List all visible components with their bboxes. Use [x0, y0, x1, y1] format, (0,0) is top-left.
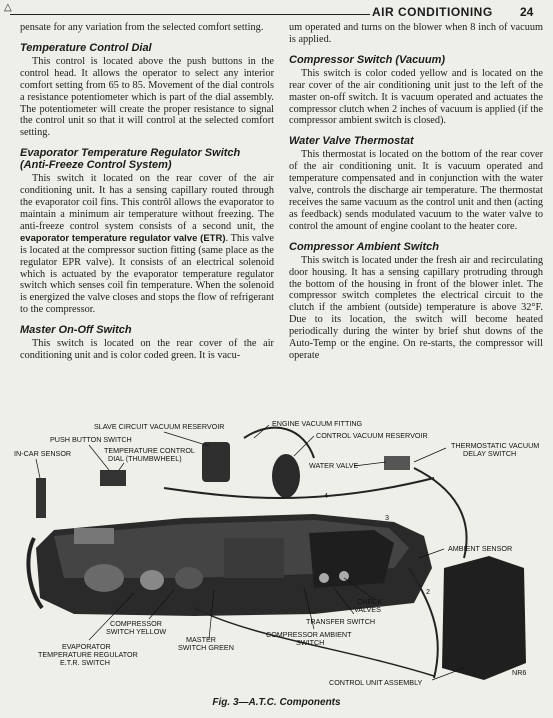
label-comp-ambient-line1: COMPRESSOR AMBIENT	[266, 630, 352, 639]
body-master-switch: This switch is located on the rear cover of the air conditioning unit and is color coded green. It is vacu-	[20, 338, 274, 362]
label-etr-line2: TEMPERATURE REGULATOR	[38, 650, 138, 659]
body-water-valve-thermostat: This thermostat is located on the bottom of the rear cover of the air conditioning unit. It is vacuum operated and temperature compensated and in conjunction with the water valve, controls the discharge air temperature. The thermostat receives the same vacuum as the control unit and then (acting as feedback) sends modulated vacuum to the water valve to control the amount of engine coolant to the heater core.	[289, 149, 543, 232]
label-control-unit: CONTROL UNIT ASSEMBLY	[329, 678, 423, 687]
left-column	[20, 22, 274, 362]
label-figure-code: NR6	[512, 668, 527, 677]
heading-etr-title: Evaporator Temperature Regulator Switch	[20, 147, 241, 160]
label-temp-dial-line1: TEMPERATURE CONTROL	[104, 446, 195, 455]
label-check-valves-line1: CHECK	[357, 597, 383, 606]
label-thermo-delay-line2: DELAY SWITCH	[463, 449, 517, 458]
right-intro: um operated and turns on the blower when 8 inch of vacuum is applied.	[289, 22, 543, 45]
label-ambient-sensor: AMBIENT SENSOR	[448, 544, 513, 553]
label-transfer-switch: TRANSFER SWITCH	[306, 617, 376, 626]
push-button-switch-part	[100, 470, 126, 486]
label-slave-reservoir: SLAVE CIRCUIT VACUUM RESERVOIR	[94, 422, 225, 431]
body-compressor-ambient-switch: This switch is located under the fresh air and recirculating door housing. It has a sensing capillary protruding through the bottom of the housing in front of the blower inlet. The compressor switch completes the electrical circuit to the clutch if the ambient (outside) temperature is above 32°F. Due to its location, the switch will become heated periodically during the winter by brief shut downs of the Auto-Temp or the engine. On re-starts, the compressor will operate	[289, 254, 543, 361]
water-valve-part	[384, 456, 410, 470]
label-push-button-switch: PUSH BUTTON SWITCH	[50, 435, 132, 444]
label-callout-2: 2	[426, 587, 430, 596]
label-master-line1: MASTER	[186, 635, 216, 644]
page-number: 24	[520, 5, 534, 19]
label-in-car-sensor: IN-CAR SENSOR	[14, 449, 72, 458]
label-comp-switch-line1: COMPRESSOR	[110, 619, 162, 628]
heading-water-valve-thermostat: Water Valve Thermostat	[289, 135, 414, 148]
label-control-reservoir: CONTROL VACUUM RESERVOIR	[316, 431, 428, 440]
label-thermo-delay-line1: THERMOSTATIC VACUUM	[451, 441, 540, 450]
control-unit-part	[442, 556, 526, 680]
control-reservoir-part	[272, 454, 300, 498]
body-etr-part-b: . This valve is located at the compressor suction fitting (same place as the regulator EPR valve). It consists of an electrical solenoid which is actuated by the evaporator temperature regulator switch which senses coil fin temperature. When the solenoid is energized the valve closes and stops the flow of refrigerant to the compressor.	[20, 232, 274, 316]
figure-caption: Fig. 3—A.T.C. Components	[212, 697, 341, 708]
in-car-sensor-part	[36, 478, 46, 518]
label-water-valve: WATER VALVE	[309, 461, 359, 470]
section-title: AIR CONDITIONING	[372, 5, 493, 19]
body-etr-part-a: This switch it located on the rear cover of the air conditioning unit. It has a sensing capillary routed through the evaporator coil fins. This contrôl allows the evaporator to maintain a minimum air temperature without freezing. The anti-freeze control system consists of a second unit, the	[20, 173, 274, 232]
label-master-line2: SWITCH GREEN	[178, 643, 234, 652]
label-temp-dial-line2: DIAL (THUMBWHEEL)	[108, 454, 182, 463]
label-etr-line1: EVAPORATOR	[62, 642, 111, 651]
label-etr-line3: E.T.R. SWITCH	[60, 658, 110, 667]
slave-reservoir-part	[202, 442, 230, 482]
heading-compressor-switch: Compressor Switch (Vacuum)	[289, 53, 446, 66]
label-engine-vacuum-fitting: ENGINE VACUUM FITTING	[272, 419, 363, 428]
label-check-valves-line2: VALVES	[354, 605, 381, 614]
heading-master-switch: Master On-Off Switch	[20, 324, 132, 337]
corner-arrow-icon: △	[4, 2, 12, 13]
heading-compressor-ambient-switch: Compressor Ambient Switch	[289, 240, 439, 253]
label-callout-4: 4	[324, 491, 328, 500]
atc-components-figure	[14, 418, 544, 693]
heading-temperature-control-dial: Temperature Control Dial	[20, 41, 152, 54]
body-compressor-switch: This switch is color coded yellow and is located on the rear cover of the air conditioning unit just to the left of the master on-off switch. It is vacuum operated and actuates the compressor clutch when 2 inches of vacuum is applied (if the compressor ambient switch is closed).	[289, 67, 543, 127]
body-etr-bold: evaporator temperature regulator valve (ETR)	[20, 232, 226, 244]
label-callout-3: 3	[385, 513, 389, 522]
body-temperature-control-dial: This control is located above the push buttons in the control head. It allows the operator to select any interior comfort setting from 65 to 85. Movement of the dial controls a resistance potentiometer which is part of the dial assembly. The potentiometer will create the proper resistance to signal the control unit so that it will control at the selected comfort setting.	[20, 55, 274, 139]
heading-etr-subtitle: (Anti-Freeze Control System)	[20, 159, 172, 172]
right-column	[289, 22, 543, 362]
heading-etr-switch	[20, 147, 274, 171]
label-comp-switch-line2: SWITCH YELLOW	[106, 627, 167, 636]
header-rule	[10, 14, 370, 15]
body-etr-switch	[20, 173, 274, 316]
label-comp-ambient-line2: SWITCH	[296, 638, 325, 647]
left-intro: pensate for any variation from the selected comfort setting.	[20, 22, 264, 33]
